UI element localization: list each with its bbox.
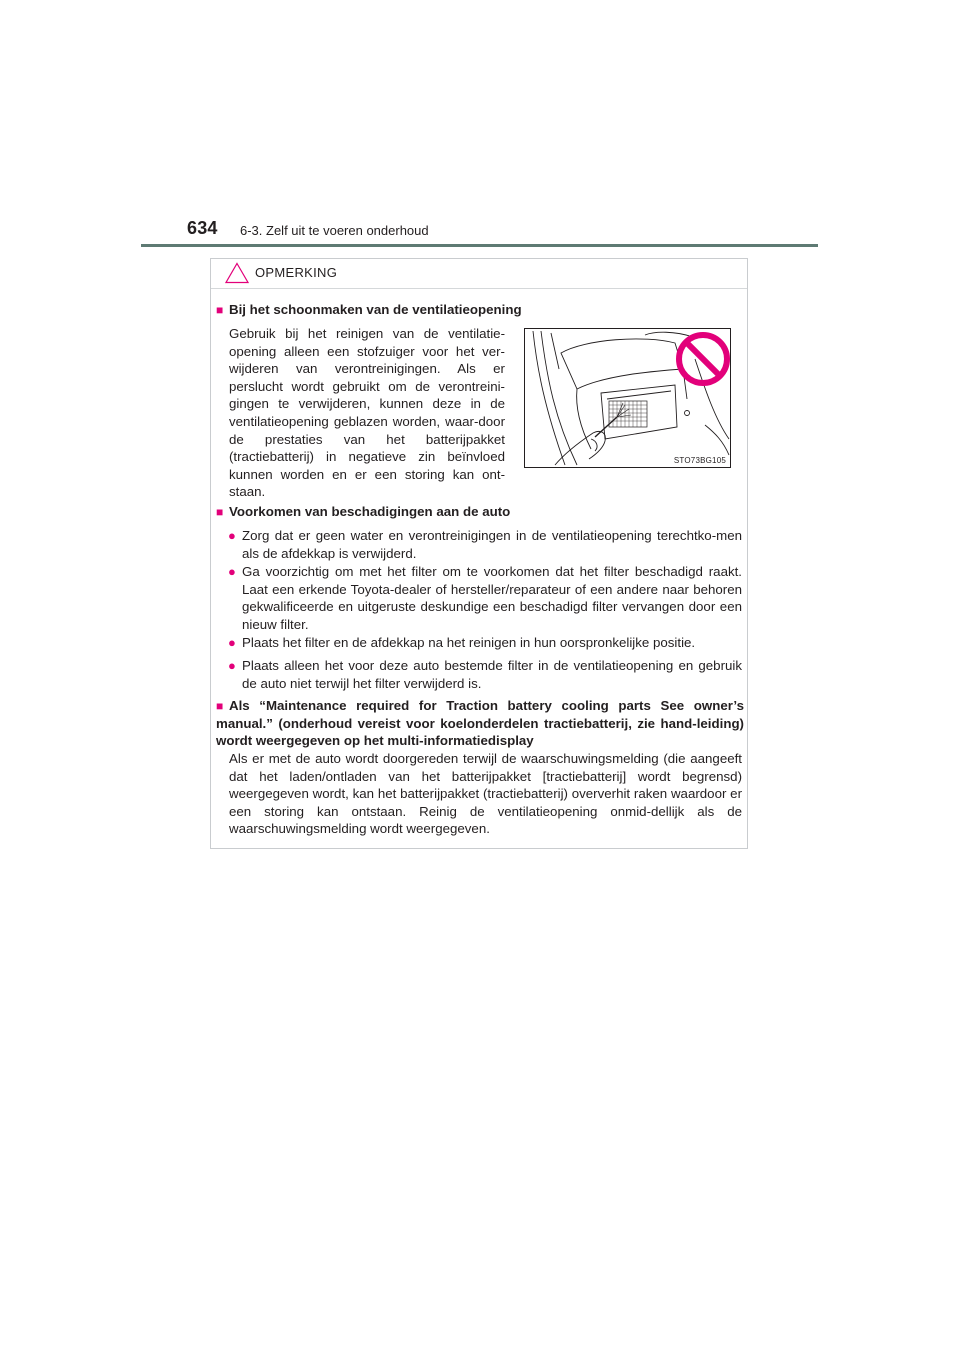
warning-message-paragraph: Als er met de auto wordt doorgereden terwijl de waarschuwingsmelding (die aangeeft dat het laden/ontladen van het batterijpakket [tractiebatterij] wordt begrensd) weergegeven wordt, kan het batterijpakket (tractiebatterij) oververhit raken waardoor er een storing kan ontstaan. Reinig de ventilatieopening onmid-dellijk als de waarschuwingsmelding wordt weergegeven.: [229, 751, 742, 837]
prohibition-icon: [679, 335, 727, 383]
page-number: 634: [187, 218, 218, 238]
bullet-dot-icon: ●: [228, 528, 236, 543]
square-bullet-icon: ■: [216, 505, 224, 519]
square-bullet-icon: ■: [216, 303, 224, 317]
section-heading-damage: ■ Voorkomen van beschadigingen aan de auto: [216, 504, 511, 519]
vent-cleaning-illustration: [524, 328, 731, 468]
vent-cleaning-drawing: [525, 329, 730, 467]
illustration-code: STO73BG105: [673, 456, 726, 465]
bullet-dot-icon: ●: [228, 658, 236, 673]
list-item-text: Plaats het filter en de afdekkap na het reinigen in hun oorspronkelijke positie.: [242, 635, 696, 650]
list-item: [228, 634, 742, 652]
list-item: [228, 657, 742, 692]
notice-header: [211, 259, 747, 289]
section-heading-warning-message: ■ Als “Maintenance required for Traction battery cooling parts See owner’s manual.” (onderhoud vereist voor koelonderdelen tractiebatterij, zie hand-leiding) wordt weergegeven op het multi-informatiedisplay: [216, 698, 744, 748]
header-rule: [141, 244, 818, 247]
list-item-text: Plaats alleen het voor deze auto bestemde filter in de ventilatieopening en gebruik de auto niet terwijl het filter verwijderd is.: [242, 658, 742, 691]
list-item-text: Zorg dat er geen water en verontreinigingen in de ventilatieopening terechtko-men als de afdekkap is verwijderd.: [242, 528, 742, 561]
warning-triangle-icon: [225, 262, 249, 284]
section-heading-cleaning: ■ Bij het schoonmaken van de ventilatieopening: [216, 302, 522, 317]
list-item: [228, 527, 742, 562]
cleaning-paragraph: Gebruik bij het reinigen van de ventilatie-opening alleen een stofzuiger voor het ver-wijderen van verontreinigingen. Als er perslucht wordt gebruikt om de verontreini-gingen te verwijderen, kunnen deze in de ventilatieopening geblazen worden, waar-door de prestaties van het batterijpakket (tractiebatterij) in negatieve zin beïnvloed kunnen worden en er een storing kan ont-staan.: [229, 326, 505, 500]
notice-label: OPMERKING: [255, 265, 338, 280]
bullet-dot-icon: ●: [228, 564, 236, 579]
section-title: 6-3. Zelf uit te voeren onderhoud: [240, 223, 429, 238]
bullet-dot-icon: ●: [228, 635, 236, 650]
list-item: [228, 563, 742, 633]
square-bullet-icon: ■: [216, 699, 224, 713]
list-item-text: Ga voorzichtig om met het filter om te voorkomen dat het filter beschadigd raakt. Laat een erkende Toyota-dealer of hersteller/reparateur of een andere naar behoren gekwalificeerde en uitgeruste deskundige een beschadigd filter vervangen door een nieuw filter.: [242, 564, 742, 632]
